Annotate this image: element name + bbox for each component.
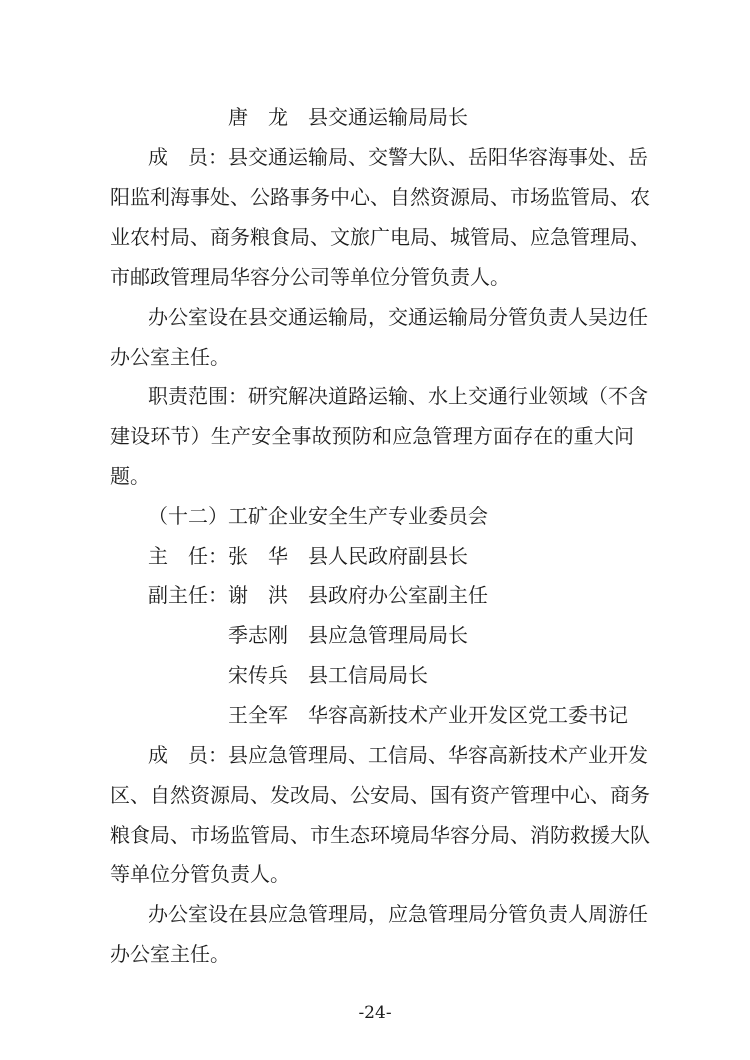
text-line: 副主任：谢 洪 县政府办公室副主任	[148, 583, 488, 607]
text-line: 成 员：县交通运输局、交警大队、岳阳华容海事处、岳	[148, 145, 648, 169]
text-line: 主 任：张 华 县人民政府副县长	[148, 544, 468, 568]
text-line: 办公室主任。	[110, 942, 230, 966]
text-line: 区、自然资源局、发改局、公安局、国有资产管理中心、商务	[110, 783, 650, 807]
text-line: 宋传兵 县工信局局长	[228, 663, 428, 687]
text-line: 阳监利海事处、公路事务中心、自然资源局、市场监管局、农	[110, 185, 650, 209]
page-number: -24-	[358, 1003, 392, 1023]
text-line: 办公室主任。	[110, 345, 230, 369]
text-line: 粮食局、市场监管局、市生态环境局华容分局、消防救援大队	[110, 823, 650, 847]
text-line: 等单位分管负责人。	[110, 862, 290, 886]
text-line: 办公室设在县交通运输局，交通运输局分管负责人吴边任	[148, 305, 648, 329]
text-line: 季志刚 县应急管理局局长	[228, 623, 468, 647]
text-line: 成 员：县应急管理局、工信局、华容高新技术产业开发	[148, 743, 648, 767]
text-line: 市邮政管理局华容分公司等单位分管负责人。	[110, 265, 510, 289]
text-line: 职责范围：研究解决道路运输、水上交通行业领域（不含	[148, 384, 648, 408]
text-line: 业农村局、商务粮食局、文旅广电局、城管局、应急管理局、	[110, 225, 650, 249]
section-heading: （十二）工矿企业安全生产专业委员会	[148, 504, 488, 528]
text-line: 建设环节）生产安全事故预防和应急管理方面存在的重大问	[110, 424, 634, 448]
text-line: 题。	[110, 464, 150, 488]
text-line: 王全军 华容高新技术产业开发区党工委书记	[228, 703, 628, 727]
text-line: 唐 龙 县交通运输局局长	[228, 105, 468, 129]
text-line: 办公室设在县应急管理局，应急管理局分管负责人周游任	[148, 902, 648, 926]
